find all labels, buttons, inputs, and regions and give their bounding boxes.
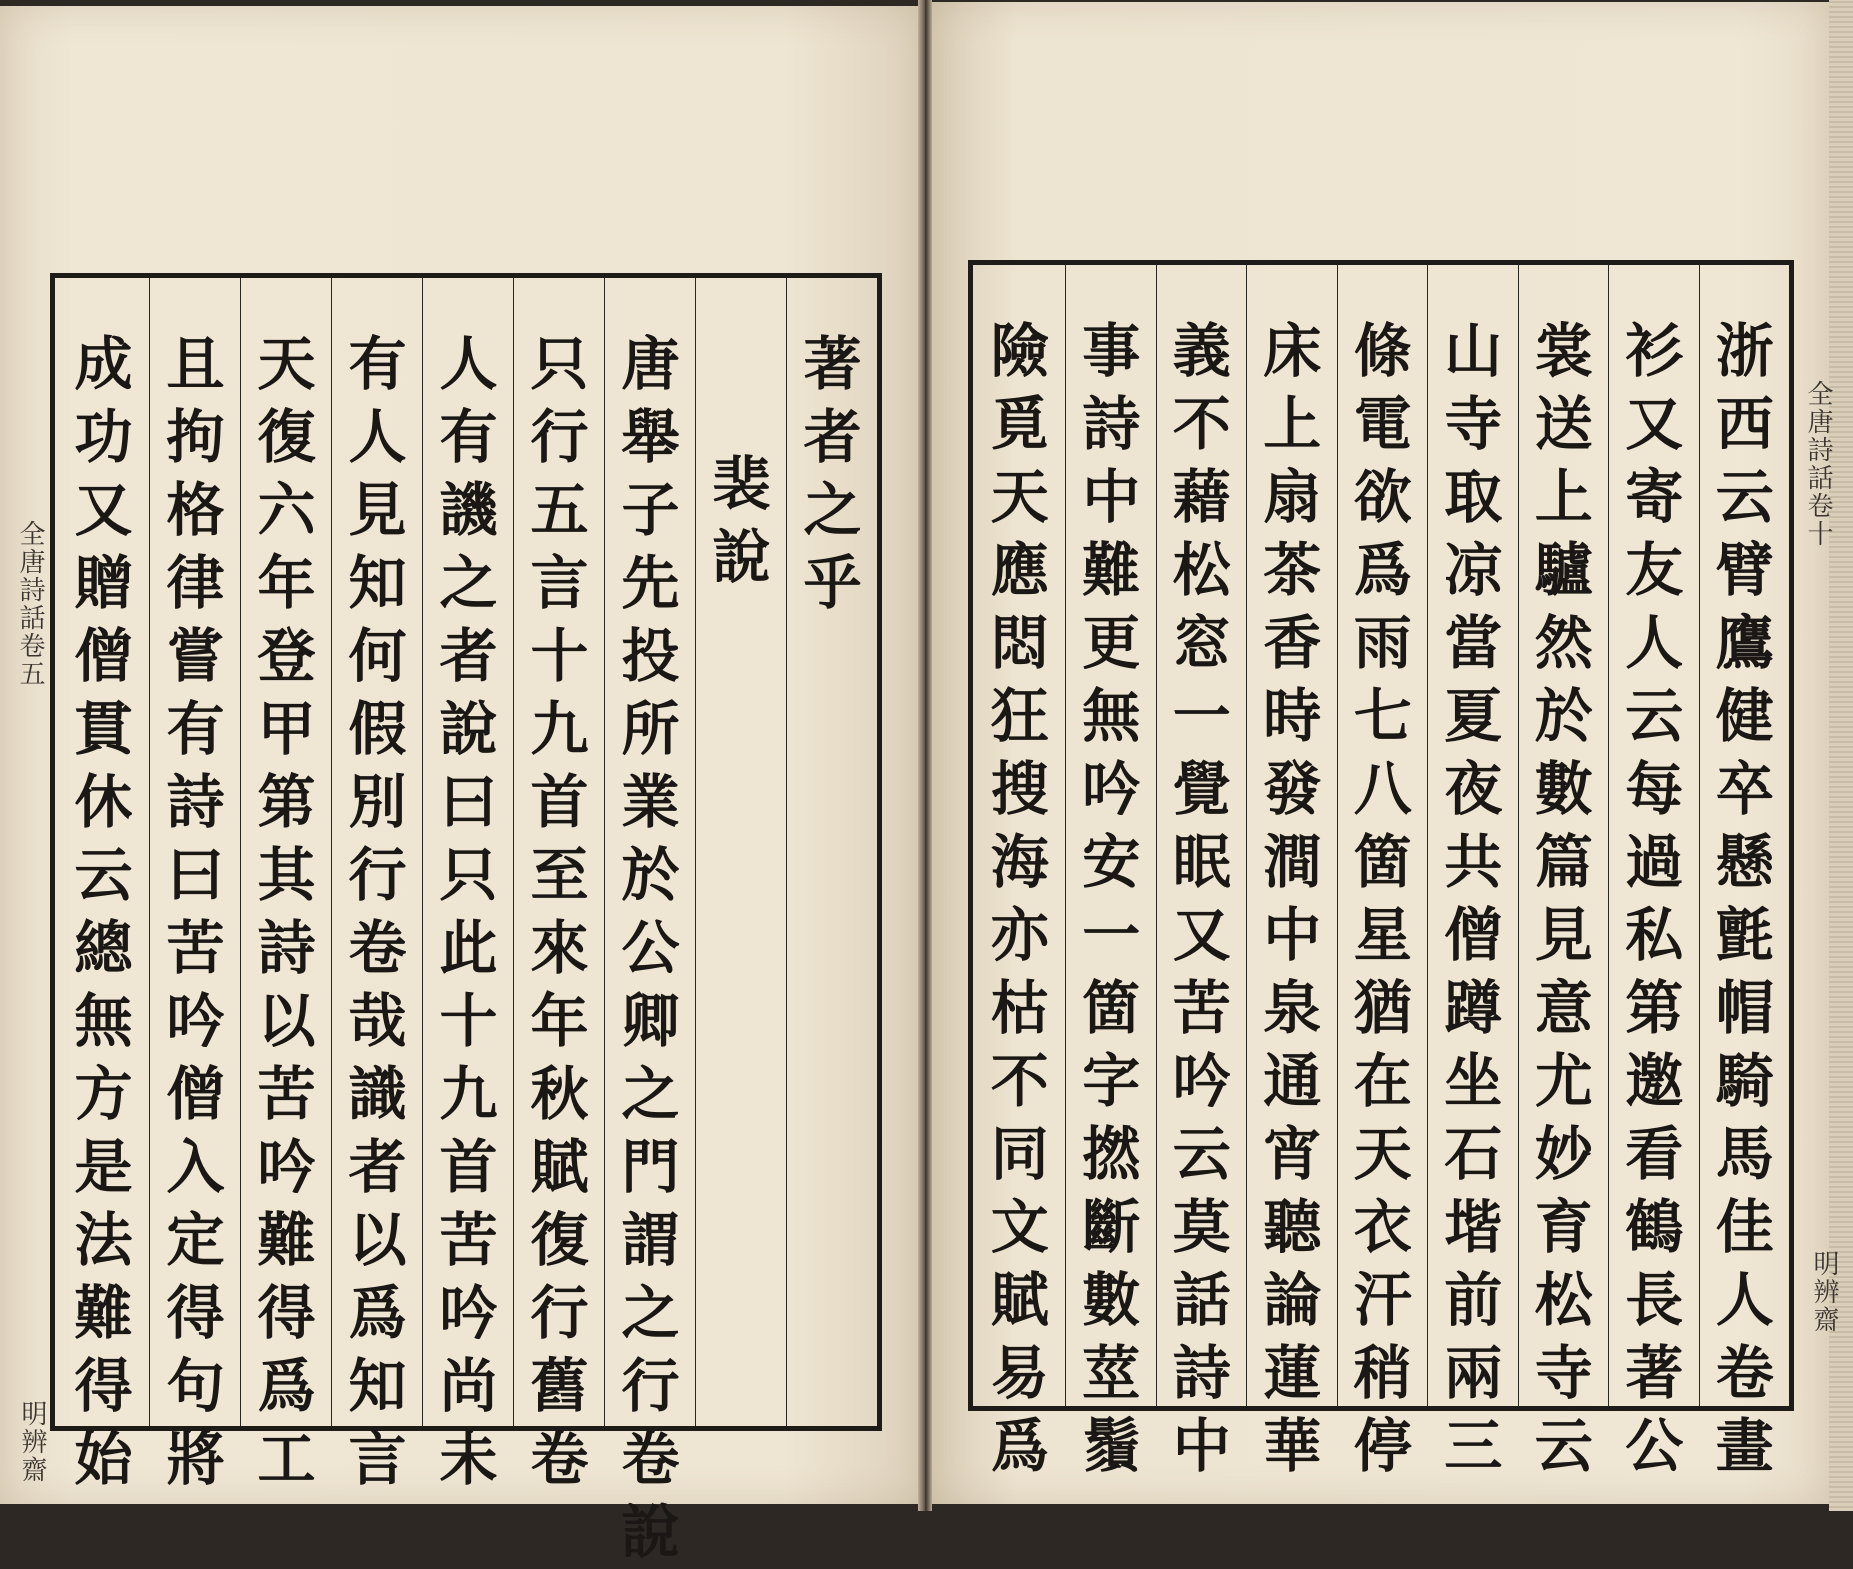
left-column-text-6: 有 人 見 知 何 假 別 行 卷 哉 識 者 以 爲 知 言: [348, 330, 407, 1493]
right-column-text-7: 義 不 藉 松 窓 一 覺 眠 又 苦 吟 云 莫 話 詩 中: [1172, 317, 1231, 1480]
right-column-text-8: 事 詩 中 難 更 無 吟 安 一 箇 字 撚 斷 數 莖 鬚: [1082, 317, 1141, 1480]
left-column-text-8: 且 拘 格 律 嘗 有 詩 曰 苦 吟 僧 入 定 得 句 將: [166, 330, 225, 1493]
right-column-text-9: 險 覓 天 應 悶 狂 搜 海 亦 枯 不 同 文 賦 易 爲: [990, 317, 1049, 1480]
right-column-6: [1246, 265, 1338, 1480]
left-column-text-7: 天 復 六 年 登 甲 第 其 詩 以 苦 吟 難 得 爲 工: [257, 330, 316, 1493]
right-column-text-2: 衫 又 寄 友 人 云 每 過 私 第 邀 看 鶴 長 著 公: [1625, 317, 1684, 1480]
right-column-text-3: 裳 送 上 驢 然 於 數 篇 見 意 尤 妙 育 松 寺 云: [1534, 317, 1593, 1480]
left-column-text-3: 唐 舉 子 先 投 所 業 於 公 卿 之 門 謂 之 行 卷 說: [621, 330, 680, 1566]
right-column-text-1: 浙 西 云 臂 鷹 健 卒 懸 氈 帽 騎 馬 佳 人 卷 畫: [1715, 317, 1774, 1480]
left-column-2: [695, 278, 787, 1426]
book-gutter: [918, 0, 932, 1511]
right-column-4: [1427, 265, 1519, 1480]
left-column-text-9: 成 功 又 贈 僧 貫 休 云 總 無 方 是 法 難 得 始: [74, 330, 133, 1493]
left-column-1: [786, 278, 878, 1426]
left-column-4: [513, 278, 605, 1493]
right-column-1: [1699, 265, 1791, 1480]
left-column-3: [604, 278, 696, 1566]
right-column-3: [1518, 265, 1610, 1480]
right-column-text-5: 條 電 欲 爲 雨 七 八 箇 星 猶 在 天 衣 汗 稍 停: [1353, 317, 1412, 1480]
right-margin-title: 全唐詩話卷十: [1803, 380, 1833, 548]
left-column-text-1: 著 者 之 乎: [803, 330, 862, 617]
right-text-frame: [968, 260, 1794, 1480]
right-margin-studio: 明辨齋: [1809, 1250, 1839, 1334]
right-column-5: [1337, 265, 1429, 1480]
left-margin-title: 全唐詩話卷五: [15, 520, 45, 688]
right-column-2: [1608, 265, 1700, 1480]
left-margin-studio: 明辨齋: [17, 1400, 47, 1484]
left-column-text-5: 人 有 譏 之 者 說 曰 只 此 十 九 首 苦 吟 尚 未: [439, 330, 498, 1493]
left-column-9: [58, 278, 149, 1493]
left-column-text-2: 裴 說: [712, 450, 771, 591]
left-column-7: [240, 278, 332, 1493]
right-column-8: [1065, 265, 1157, 1480]
left-column-text-4: 只 行 五 言 十 九 首 至 來 年 秋 賦 復 行 舊 卷: [530, 330, 589, 1493]
right-column-text-6: 床 上 扇 茶 香 時 發 澗 中 泉 通 宵 聽 論 蓮 華: [1263, 317, 1322, 1480]
left-column-5: [422, 278, 514, 1493]
right-column-9: [975, 265, 1066, 1480]
right-column-7: [1156, 265, 1248, 1480]
left-text-frame: [50, 273, 882, 1566]
left-column-6: [331, 278, 423, 1493]
right-column-text-4: 山 寺 取 凉 當 夏 夜 共 僧 蹲 坐 石 堦 前 兩 三: [1444, 317, 1503, 1480]
left-column-8: [149, 278, 241, 1493]
